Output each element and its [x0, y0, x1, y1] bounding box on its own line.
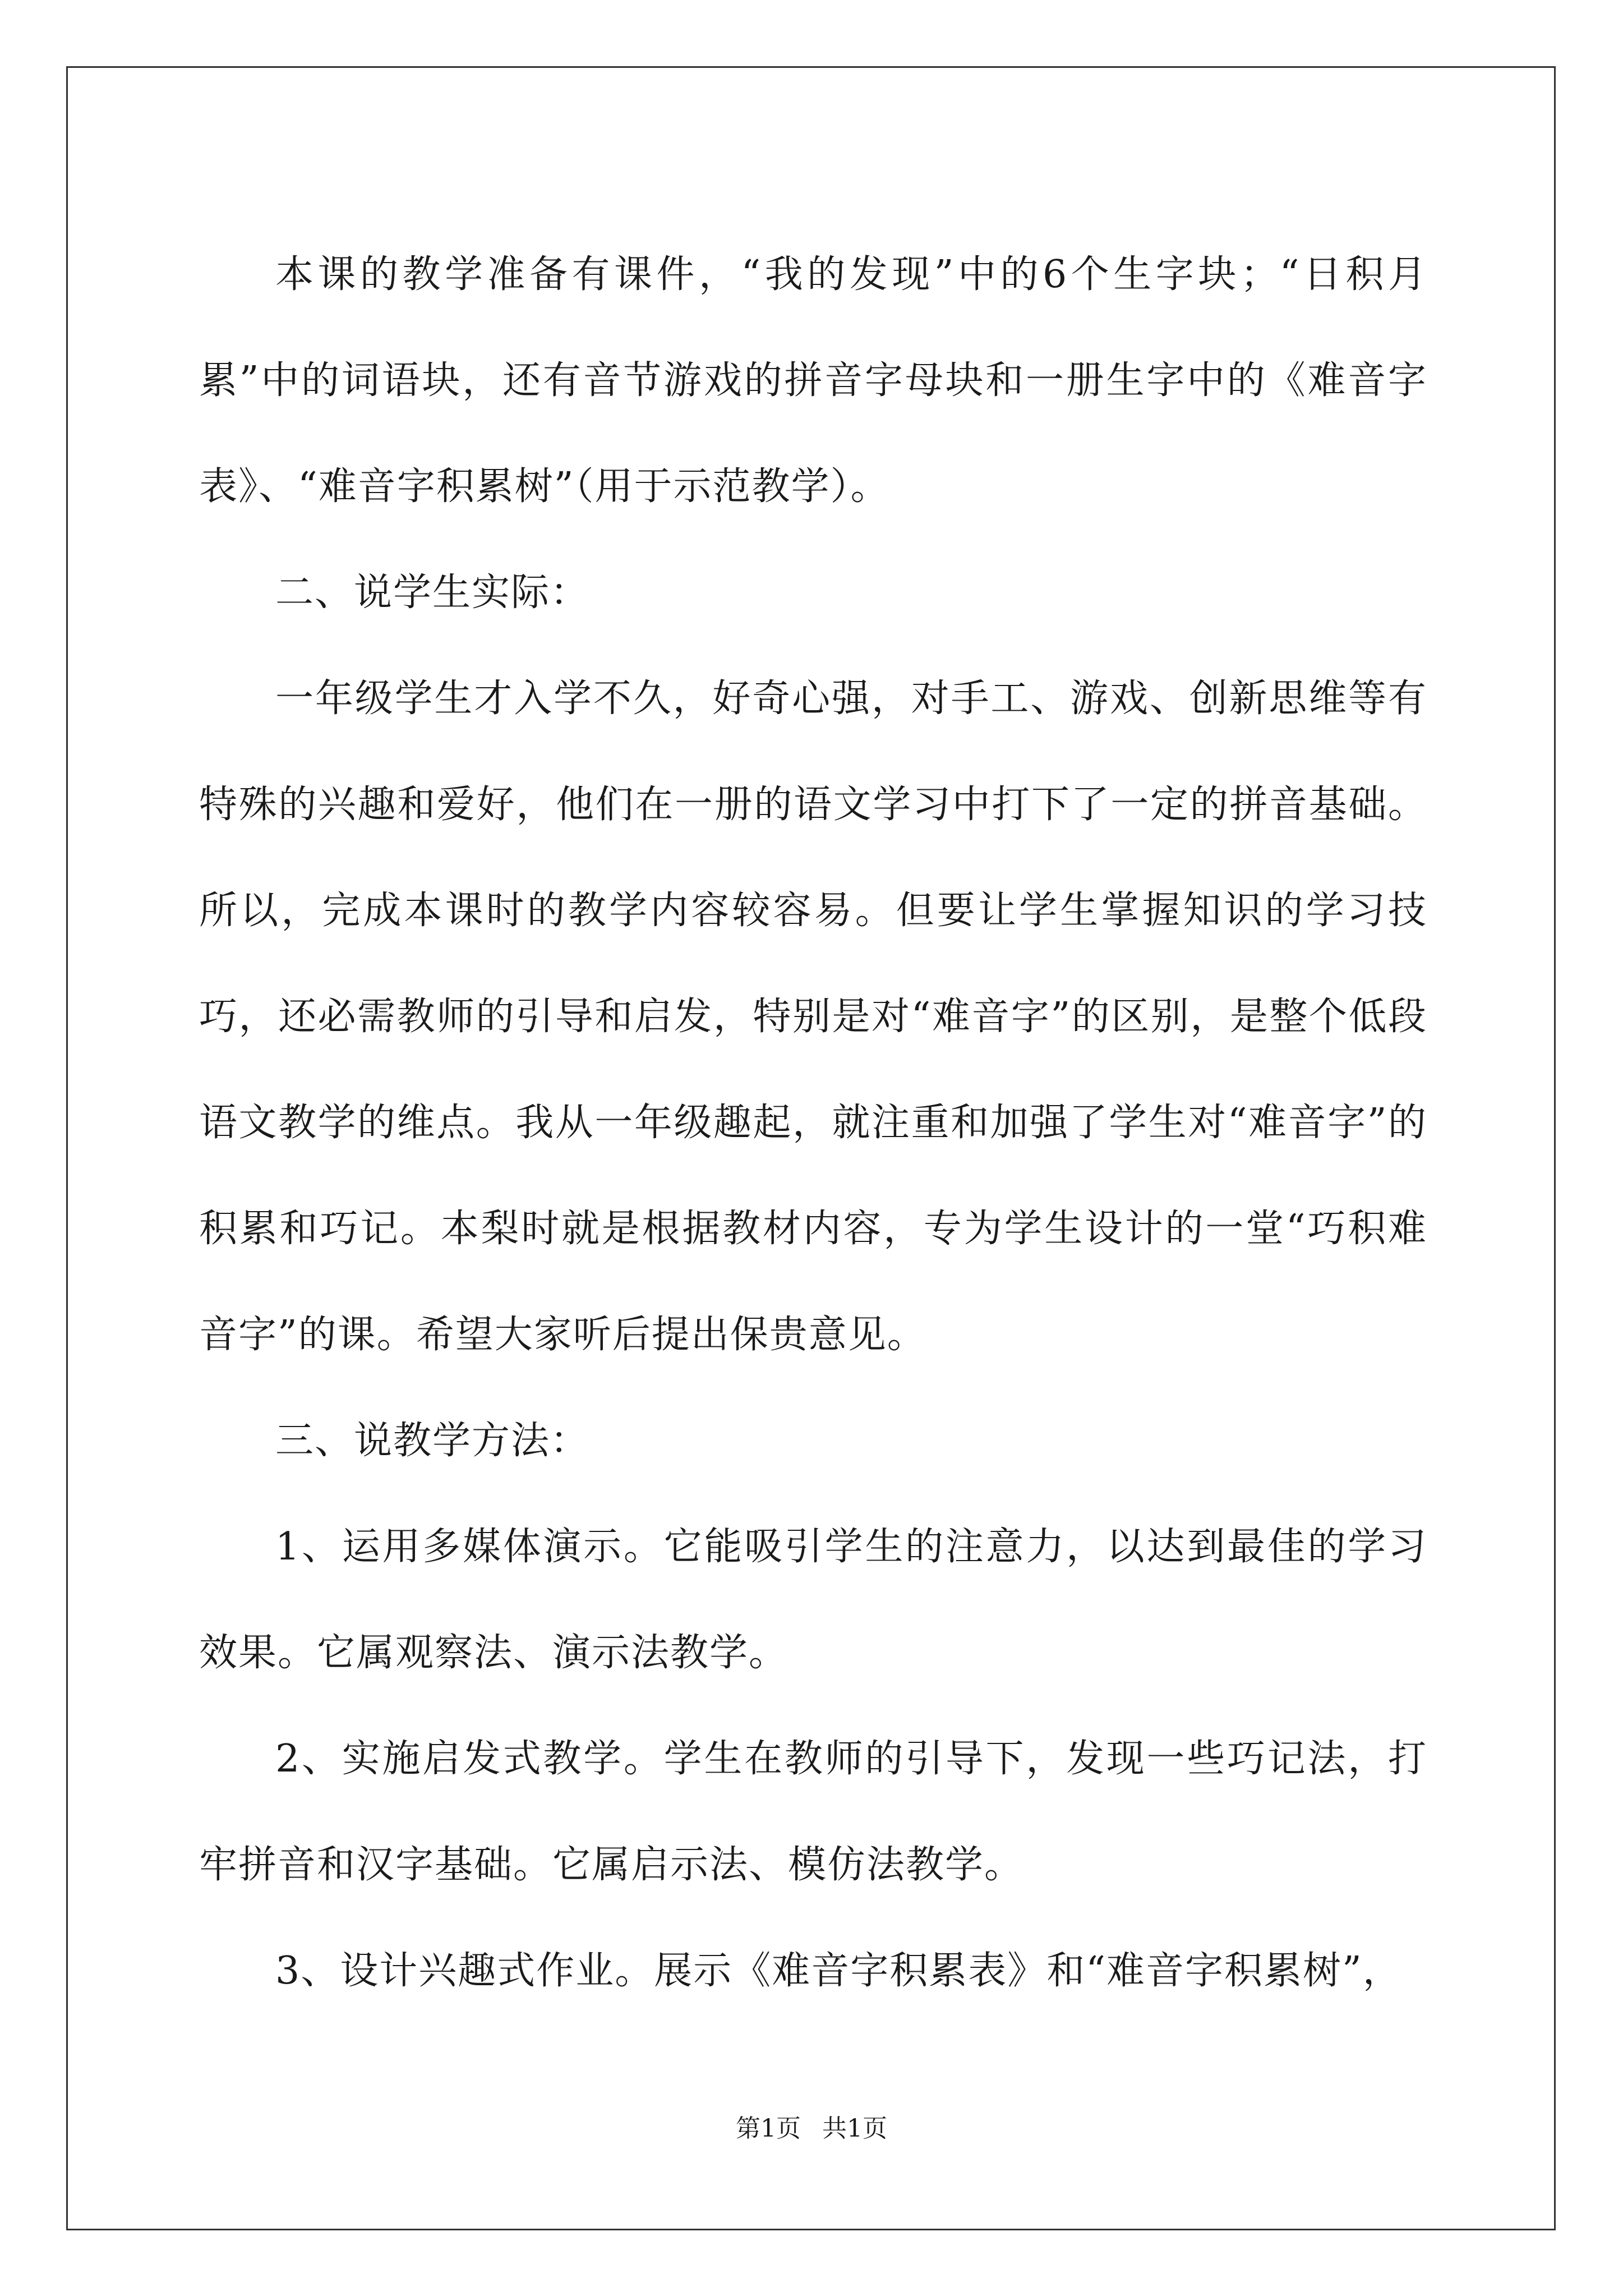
paragraph-materials: 本课的教学准备有课件，“我的发现”中的6个生字块；“日积月累”中的词语块，还有音节游戏的拼音字母块和一册生字中的《难音字表》、“难音字积累树”（用于示范教学）。	[199, 252, 1427, 509]
page-footer	[0, 2112, 1623, 2146]
paragraph-method-3: 3、设计兴趣式作业。展示《难音字积累表》和“难音字积累树”，	[275, 1949, 1402, 1993]
section-heading-methods: 三、说教学方法：	[275, 1419, 590, 1463]
paragraph-method-2: 2、实施启发式教学。学生在教师的引导下，发现一些巧记法，打牢拼音和汉字基础。它属启示法、模仿法教学。	[199, 1737, 1427, 1887]
total-pages-label: 共1页	[822, 2114, 887, 2143]
section-heading-students: 二、说学生实际：	[275, 570, 590, 615]
paragraph-method-1: 1、运用多媒体演示。它能吸引学生的注意力，以达到最佳的学习效果。它属观察法、演示法教学。	[199, 1525, 1427, 1675]
document-body	[199, 222, 1427, 2024]
paragraph-students: 一年级学生才入学不久，好奇心强，对手工、游戏、创新思维等有特殊的兴趣和爱好，他们在一册的语文学习中打下了一定的拼音基础。所以，完成本课时的教学内容较容易。但要让学生掌握知识的学习技巧，还必需教师的引导和启发，特别是对“难音字”的区别，是整个低段语文教学的维点。我从一年级趣起，就注重和加强了学生对“难音字”的积累和巧记。本梨时就是根据教材内容，专为学生设计的一堂“巧积难音字”的课。希望大家听后提出保贵意见。	[199, 677, 1427, 1357]
current-page-label: 第1页	[736, 2114, 801, 2143]
